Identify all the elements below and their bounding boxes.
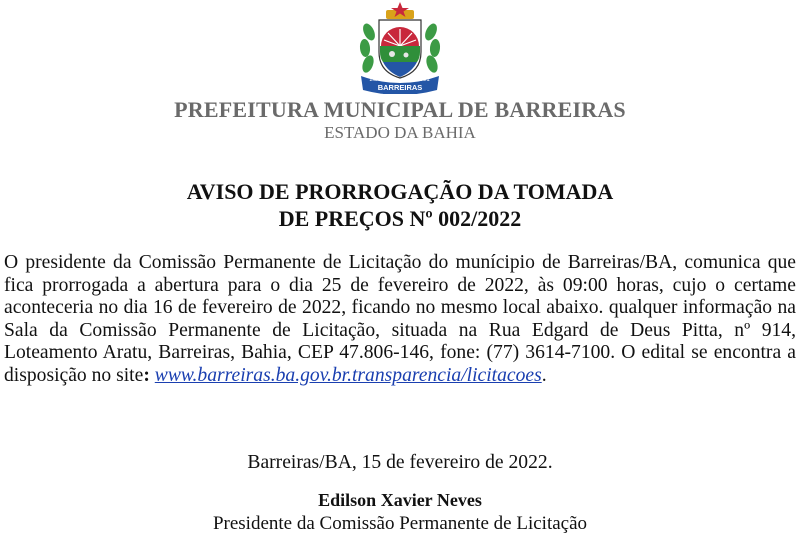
notice-body-end: . bbox=[541, 364, 547, 386]
municipality-title: PREFEITURA MUNICIPAL DE BARREIRAS bbox=[174, 97, 626, 122]
notice-title-line2: DE PREÇOS Nº 002/2022 bbox=[278, 206, 522, 231]
notice-body-text: O presidente da Comissão Permanente de Licitação do munícipio de Barreiras/BA, comunica que fica prorrogada a abertura para o dia 25 de fevereiro de 2022, às 09:00 horas, cujo o certame aconteceria no dia 16 de fevereiro de 2022, ficando no mesmo local abaixo. qualquer informação na Sala da Comissão Permanente de Licitação, situada na Rua Edgard de Deus Pitta, nº 914, Loteamento Aratu, Barreiras, Bahia, CEP 47.806-146, fone: (77) 3614-7100. O edital se encontra a disposição no site bbox=[4, 252, 796, 386]
notice-body-colon: : bbox=[143, 364, 150, 386]
licitacoes-link[interactable]: www.barreiras.ba.gov.br.transparencia/licitacoes bbox=[154, 364, 542, 386]
emblem-date-right: 1891 bbox=[416, 77, 430, 83]
signer-role: Presidente da Comissão Permanente de Licitação bbox=[212, 513, 588, 534]
signer-name: Edilson Xavier Neves bbox=[318, 490, 482, 510]
notice-title-line1: AVISO DE PRORROGAÇÃO DA TOMADA bbox=[186, 179, 614, 204]
notice-title bbox=[0, 178, 800, 232]
notice-date: Barreiras/BA, 15 de fevereiro de 2022. bbox=[247, 452, 553, 473]
state-subtitle: ESTADO DA BAHIA bbox=[324, 123, 476, 142]
emblem-banner-text: BARREIRAS bbox=[377, 83, 423, 92]
notice-body bbox=[4, 252, 796, 388]
emblem-date-left: 26/05 bbox=[369, 77, 385, 83]
municipal-coat-of-arms-icon bbox=[355, 2, 445, 94]
